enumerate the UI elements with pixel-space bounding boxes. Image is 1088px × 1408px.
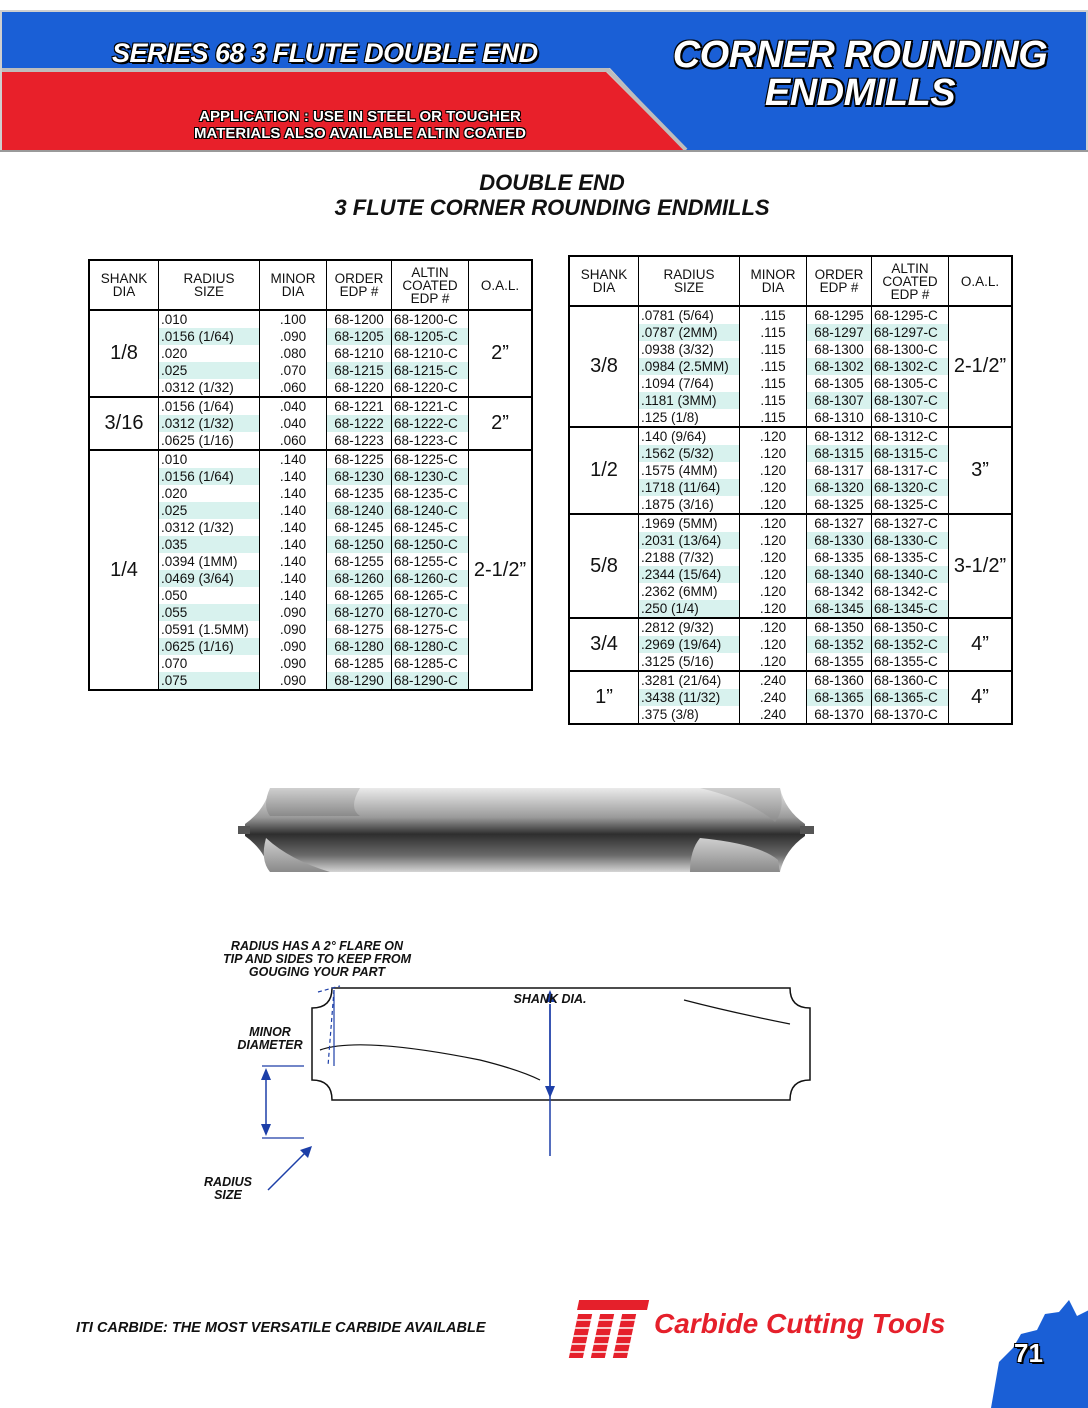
altin-edp-cell: 68-1340-C [872, 566, 949, 583]
order-edp-cell: 68-1327 [807, 514, 872, 532]
category-line-2: ENDMILLS [764, 72, 956, 114]
footer-tagline: ITI CARBIDE: THE MOST VERSATILE CARBIDE AVAILABLE [76, 1320, 486, 1336]
altin-edp-cell: 68-1221-C [392, 397, 469, 415]
altin-edp-cell: 68-1342-C [872, 583, 949, 600]
radius-size-cell: .0469 (3/64) [159, 570, 260, 587]
order-edp-cell: 68-1315 [807, 445, 872, 462]
order-edp-cell: 68-1215 [327, 362, 392, 379]
header-minor-dia: MINOR DIA [260, 260, 327, 310]
order-edp-cell: 68-1245 [327, 519, 392, 536]
radius-size-cell: .1969 (5MM) [639, 514, 740, 532]
minor-dia-cell: .040 [260, 397, 327, 415]
radius-size-cell: .250 (1/4) [639, 600, 740, 618]
minor-dia-cell: .090 [260, 638, 327, 655]
order-edp-cell: 68-1235 [327, 485, 392, 502]
table-row [569, 514, 1012, 532]
order-edp-cell: 68-1305 [807, 375, 872, 392]
order-edp-cell: 68-1222 [327, 415, 392, 432]
shank-dia-cell: 1/2 [569, 427, 639, 514]
order-edp-cell: 68-1330 [807, 532, 872, 549]
dimension-diagram [0, 920, 900, 1240]
minor-dia-cell: .140 [260, 468, 327, 485]
order-edp-cell: 68-1360 [807, 671, 872, 689]
minor-dia-cell: .120 [740, 583, 807, 600]
radius-size-cell: .2188 (7/32) [639, 549, 740, 566]
altin-edp-cell: 68-1365-C [872, 689, 949, 706]
order-edp-cell: 68-1335 [807, 549, 872, 566]
header-radius-size: RADIUS SIZE [639, 256, 740, 306]
minor-dia-cell: .120 [740, 514, 807, 532]
order-edp-cell: 68-1297 [807, 324, 872, 341]
minor-dia-cell: .140 [260, 553, 327, 570]
altin-edp-cell: 68-1295-C [872, 306, 949, 324]
order-edp-cell: 68-1285 [327, 655, 392, 672]
order-edp-cell: 68-1221 [327, 397, 392, 415]
altin-edp-cell: 68-1285-C [392, 655, 469, 672]
radius-size-cell: .1094 (7/64) [639, 375, 740, 392]
spec-table-left-body [89, 310, 532, 690]
radius-size-cell: .2969 (19/64) [639, 636, 740, 653]
minor-dia-cell: .120 [740, 462, 807, 479]
radius-size-cell: .1575 (4MM) [639, 462, 740, 479]
altin-edp-cell: 68-1310-C [872, 409, 949, 427]
brand-name: Carbide Cutting Tools [654, 1308, 946, 1339]
radius-size-cell: .0156 (1/64) [159, 468, 260, 485]
minor-dia-cell: .115 [740, 392, 807, 409]
oal-cell: 2” [469, 397, 533, 450]
radius-size-cell: .2031 (13/64) [639, 532, 740, 549]
table-row [89, 450, 532, 468]
minor-dia-cell: .115 [740, 409, 807, 427]
minor-dia-cell: .120 [740, 653, 807, 671]
section-heading-line-2: 3 FLUTE CORNER ROUNDING ENDMILLS [334, 195, 770, 220]
minor-dia-cell: .090 [260, 328, 327, 345]
minor-dia-cell: .120 [740, 427, 807, 445]
radius-size-cell: .375 (3/8) [639, 706, 740, 724]
table-row [89, 397, 532, 415]
altin-edp-cell: 68-1210-C [392, 345, 469, 362]
minor-dia-cell: .120 [740, 600, 807, 618]
altin-edp-cell: 68-1355-C [872, 653, 949, 671]
spec-table-right-body [569, 306, 1012, 724]
order-edp-cell: 68-1265 [327, 587, 392, 604]
minor-dia-cell: .240 [740, 706, 807, 724]
altin-edp-cell: 68-1327-C [872, 514, 949, 532]
order-edp-cell: 68-1240 [327, 502, 392, 519]
radius-size-label: RADIUS SIZE [204, 1175, 252, 1202]
altin-edp-cell: 68-1350-C [872, 618, 949, 636]
altin-edp-cell: 68-1335-C [872, 549, 949, 566]
radius-size-cell: .0781 (5/64) [639, 306, 740, 324]
order-edp-cell: 68-1280 [327, 638, 392, 655]
minor-dia-cell: .120 [740, 479, 807, 496]
altin-edp-cell: 68-1300-C [872, 341, 949, 358]
order-edp-cell: 68-1223 [327, 432, 392, 450]
altin-edp-cell: 68-1240-C [392, 502, 469, 519]
altin-edp-cell: 68-1302-C [872, 358, 949, 375]
altin-edp-cell: 68-1223-C [392, 432, 469, 450]
order-edp-cell: 68-1365 [807, 689, 872, 706]
radius-size-cell: .035 [159, 536, 260, 553]
radius-size-cell: .0625 (1/16) [159, 432, 260, 450]
oal-cell: 4” [949, 671, 1013, 724]
altin-edp-cell: 68-1245-C [392, 519, 469, 536]
altin-edp-cell: 68-1297-C [872, 324, 949, 341]
altin-edp-cell: 68-1220-C [392, 379, 469, 397]
oal-cell: 3-1/2” [949, 514, 1013, 618]
order-edp-cell: 68-1317 [807, 462, 872, 479]
minor-dia-cell: .115 [740, 358, 807, 375]
order-edp-cell: 68-1220 [327, 379, 392, 397]
order-edp-cell: 68-1300 [807, 341, 872, 358]
table-row [89, 310, 532, 328]
radius-size-cell: .0984 (2.5MM) [639, 358, 740, 375]
series-title: SERIES 68 3 FLUTE DOUBLE END [112, 38, 538, 68]
order-edp-cell: 68-1355 [807, 653, 872, 671]
category-line-1: CORNER ROUNDING [672, 34, 1048, 76]
altin-edp-cell: 68-1235-C [392, 485, 469, 502]
minor-dia-cell: .240 [740, 689, 807, 706]
order-edp-cell: 68-1230 [327, 468, 392, 485]
spec-table-right [568, 255, 1013, 725]
header-oal: O.A.L. [949, 256, 1013, 306]
order-edp-cell: 68-1255 [327, 553, 392, 570]
radius-size-cell: .140 (9/64) [639, 427, 740, 445]
minor-dia-cell: .140 [260, 450, 327, 468]
altin-edp-cell: 68-1215-C [392, 362, 469, 379]
radius-size-cell: .0787 (2MM) [639, 324, 740, 341]
altin-edp-cell: 68-1305-C [872, 375, 949, 392]
minor-dia-cell: .090 [260, 621, 327, 638]
spec-table-left [88, 259, 533, 691]
minor-dia-cell: .120 [740, 636, 807, 653]
minor-dia-cell: .140 [260, 587, 327, 604]
radius-size-cell: .025 [159, 502, 260, 519]
header-shank-dia: SHANK DIA [569, 256, 639, 306]
minor-dia-cell: .140 [260, 502, 327, 519]
category-title [640, 36, 1080, 112]
order-edp-cell: 68-1260 [327, 570, 392, 587]
radius-size-cell: .0312 (1/32) [159, 415, 260, 432]
order-edp-cell: 68-1290 [327, 672, 392, 690]
header-order-edp: ORDER EDP # [327, 260, 392, 310]
radius-size-cell: .0156 (1/64) [159, 328, 260, 345]
header-order-edp: ORDER EDP # [807, 256, 872, 306]
minor-dia-cell: .140 [260, 570, 327, 587]
section-heading-line-1: DOUBLE END [479, 170, 625, 195]
table-row [569, 427, 1012, 445]
radius-size-cell: .050 [159, 587, 260, 604]
shank-dia-label: SHANK DIA. [513, 992, 587, 1006]
order-edp-cell: 68-1312 [807, 427, 872, 445]
minor-dia-cell: .140 [260, 485, 327, 502]
table-row [569, 671, 1012, 689]
order-edp-cell: 68-1225 [327, 450, 392, 468]
minor-dia-cell: .080 [260, 345, 327, 362]
oal-cell: 2” [469, 310, 533, 397]
shank-dia-cell: 1/4 [89, 450, 159, 690]
altin-edp-cell: 68-1230-C [392, 468, 469, 485]
altin-edp-cell: 68-1317-C [872, 462, 949, 479]
altin-edp-cell: 68-1320-C [872, 479, 949, 496]
order-edp-cell: 68-1370 [807, 706, 872, 724]
radius-size-cell: .055 [159, 604, 260, 621]
shank-dia-cell: 1/8 [89, 310, 159, 397]
minor-dia-cell: .070 [260, 362, 327, 379]
altin-edp-cell: 68-1370-C [872, 706, 949, 724]
minor-dia-cell: .040 [260, 415, 327, 432]
application-note [160, 108, 560, 142]
altin-edp-cell: 68-1290-C [392, 672, 469, 690]
order-edp-cell: 68-1320 [807, 479, 872, 496]
section-heading [0, 170, 1088, 220]
header-minor-dia: MINOR DIA [740, 256, 807, 306]
minor-dia-cell: .115 [740, 375, 807, 392]
oal-cell: 3” [949, 427, 1013, 514]
header-shank-dia: SHANK DIA [89, 260, 159, 310]
radius-size-cell: .2812 (9/32) [639, 618, 740, 636]
shank-dia-cell: 1” [569, 671, 639, 724]
radius-size-cell: .0156 (1/64) [159, 397, 260, 415]
altin-edp-cell: 68-1250-C [392, 536, 469, 553]
table-row [569, 306, 1012, 324]
minor-dia-cell: .120 [740, 532, 807, 549]
endmill-photo [230, 780, 830, 880]
order-edp-cell: 68-1302 [807, 358, 872, 375]
radius-size-cell: .010 [159, 310, 260, 328]
order-edp-cell: 68-1342 [807, 583, 872, 600]
order-edp-cell: 68-1205 [327, 328, 392, 345]
radius-size-cell: .1562 (5/32) [639, 445, 740, 462]
shank-dia-cell: 3/4 [569, 618, 639, 671]
minor-dia-cell: .060 [260, 432, 327, 450]
order-edp-cell: 68-1345 [807, 600, 872, 618]
minor-dia-cell: .120 [740, 566, 807, 583]
minor-dia-cell: .120 [740, 549, 807, 566]
minor-dia-cell: .115 [740, 324, 807, 341]
flare-note: RADIUS HAS A 2° FLARE ON TIP AND SIDES TO KEEP FROM GOUGING YOUR PART [223, 939, 411, 979]
altin-edp-cell: 68-1345-C [872, 600, 949, 618]
altin-edp-cell: 68-1255-C [392, 553, 469, 570]
minor-dia-cell: .120 [740, 496, 807, 514]
minor-dia-cell: .140 [260, 536, 327, 553]
radius-size-cell: .125 (1/8) [639, 409, 740, 427]
altin-edp-cell: 68-1270-C [392, 604, 469, 621]
radius-size-cell: .0394 (1MM) [159, 553, 260, 570]
minor-dia-cell: .140 [260, 519, 327, 536]
minor-dia-cell: .100 [260, 310, 327, 328]
radius-size-cell: .075 [159, 672, 260, 690]
radius-size-cell: .010 [159, 450, 260, 468]
radius-size-cell: .025 [159, 362, 260, 379]
radius-size-cell: .020 [159, 345, 260, 362]
radius-size-cell: .0312 (1/32) [159, 519, 260, 536]
shank-dia-cell: 5/8 [569, 514, 639, 618]
order-edp-cell: 68-1270 [327, 604, 392, 621]
altin-edp-cell: 68-1330-C [872, 532, 949, 549]
order-edp-cell: 68-1340 [807, 566, 872, 583]
radius-size-cell: .3125 (5/16) [639, 653, 740, 671]
application-line-2: MATERIALS ALSO AVAILABLE ALTIN COATED [194, 125, 526, 142]
minor-dia-cell: .090 [260, 672, 327, 690]
minor-dia-cell: .115 [740, 306, 807, 324]
order-edp-cell: 68-1350 [807, 618, 872, 636]
shank-dia-cell: 3/8 [569, 306, 639, 427]
radius-size-cell: .1875 (3/16) [639, 496, 740, 514]
radius-size-cell: .020 [159, 485, 260, 502]
table-row [569, 618, 1012, 636]
radius-size-cell: .0938 (3/32) [639, 341, 740, 358]
order-edp-cell: 68-1325 [807, 496, 872, 514]
altin-edp-cell: 68-1312-C [872, 427, 949, 445]
altin-edp-cell: 68-1200-C [392, 310, 469, 328]
altin-edp-cell: 68-1360-C [872, 671, 949, 689]
minor-dia-cell: .120 [740, 445, 807, 462]
radius-size-cell: .2362 (6MM) [639, 583, 740, 600]
iti-logo [566, 1296, 650, 1360]
page-number: 71 [1014, 1338, 1043, 1368]
altin-edp-cell: 68-1265-C [392, 587, 469, 604]
minor-diameter-label: MINOR DIAMETER [237, 1025, 303, 1052]
order-edp-cell: 68-1307 [807, 392, 872, 409]
order-edp-cell: 68-1275 [327, 621, 392, 638]
altin-edp-cell: 68-1225-C [392, 450, 469, 468]
order-edp-cell: 68-1352 [807, 636, 872, 653]
radius-size-cell: .0312 (1/32) [159, 379, 260, 397]
altin-edp-cell: 68-1205-C [392, 328, 469, 345]
shank-dia-cell: 3/16 [89, 397, 159, 450]
altin-edp-cell: 68-1280-C [392, 638, 469, 655]
altin-edp-cell: 68-1325-C [872, 496, 949, 514]
altin-edp-cell: 68-1307-C [872, 392, 949, 409]
oal-cell: 2-1/2” [469, 450, 533, 690]
header-altin-edp: ALTIN COATED EDP # [872, 256, 949, 306]
radius-size-cell: .1181 (3MM) [639, 392, 740, 409]
minor-dia-cell: .090 [260, 604, 327, 621]
minor-dia-cell: .120 [740, 618, 807, 636]
altin-edp-cell: 68-1260-C [392, 570, 469, 587]
minor-dia-cell: .090 [260, 655, 327, 672]
minor-dia-cell: .115 [740, 341, 807, 358]
order-edp-cell: 68-1310 [807, 409, 872, 427]
radius-size-cell: .2344 (15/64) [639, 566, 740, 583]
radius-size-cell: .3438 (11/32) [639, 689, 740, 706]
header-oal: O.A.L. [469, 260, 533, 310]
oal-cell: 4” [949, 618, 1013, 671]
altin-edp-cell: 68-1275-C [392, 621, 469, 638]
altin-edp-cell: 68-1352-C [872, 636, 949, 653]
header-radius-size: RADIUS SIZE [159, 260, 260, 310]
radius-size-cell: .0591 (1.5MM) [159, 621, 260, 638]
radius-size-cell: .070 [159, 655, 260, 672]
radius-size-cell: .0625 (1/16) [159, 638, 260, 655]
order-edp-cell: 68-1210 [327, 345, 392, 362]
altin-edp-cell: 68-1315-C [872, 445, 949, 462]
minor-dia-cell: .060 [260, 379, 327, 397]
altin-edp-cell: 68-1222-C [392, 415, 469, 432]
minor-dia-cell: .240 [740, 671, 807, 689]
application-line-1: APPLICATION : USE IN STEEL OR TOUGHER [199, 108, 521, 125]
order-edp-cell: 68-1250 [327, 536, 392, 553]
order-edp-cell: 68-1200 [327, 310, 392, 328]
header-altin-edp: ALTIN COATED EDP # [392, 260, 469, 310]
oal-cell: 2-1/2” [949, 306, 1013, 427]
radius-size-cell: .3281 (21/64) [639, 671, 740, 689]
order-edp-cell: 68-1295 [807, 306, 872, 324]
radius-size-cell: .1718 (11/64) [639, 479, 740, 496]
